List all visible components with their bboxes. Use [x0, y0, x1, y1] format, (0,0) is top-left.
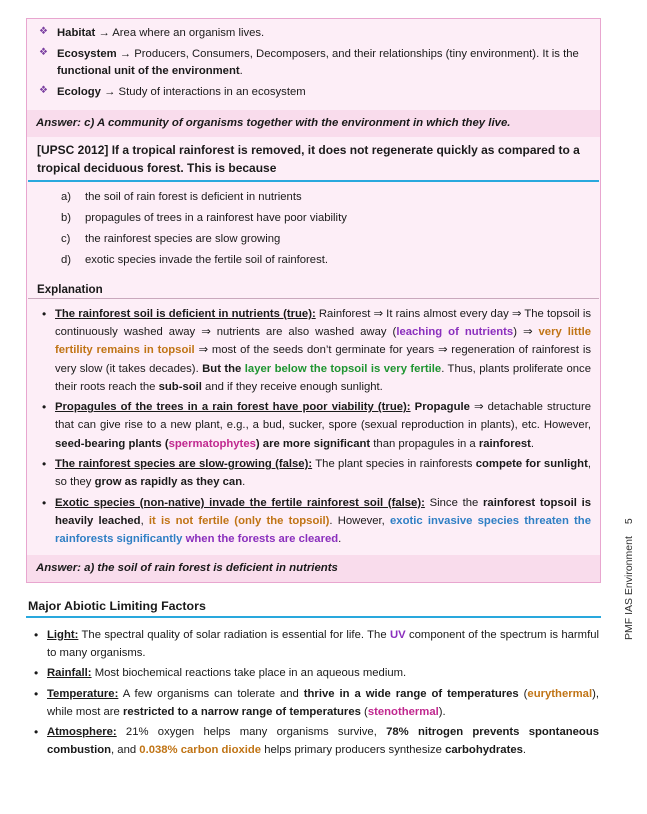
- explanation-point: [36, 455, 591, 492]
- abiotic-factor-light: [28, 626, 599, 663]
- explanation-point: [36, 494, 591, 549]
- explanation-point-lead: The rainforest soil is deficient in nutrients (true):: [55, 307, 316, 320]
- explanation-point: [36, 398, 591, 453]
- explanation-point-lead: Propagules of the trees in a rain forest have poor viability (true):: [55, 401, 411, 414]
- dot-bullet-icon: •: [42, 400, 47, 415]
- definitions-block: [27, 19, 600, 110]
- explanation-list: [36, 305, 591, 549]
- abiotic-factor-lead: Temperature:: [47, 687, 119, 700]
- abiotic-factors-list: [28, 626, 599, 760]
- term-habitat: Habitat: [57, 27, 96, 39]
- option-d[interactable]: [61, 252, 591, 269]
- diamond-bullet-icon: ❖: [39, 46, 48, 58]
- explanation-point-body: Since the rainforest topsoil is heavily leached, it is not fertile (only the topsoil). However, exotic invasive species threaten the rainforests significantly when the forests are cleared.: [55, 496, 592, 546]
- explanation-point-body: Rainforest ⇒ It rains almost every day ⇒ The topsoil is continuously washed away ⇒ nutrients are also washed away (leaching of nutrients) ⇒ very little fertility remains in topsoil ⇒ most of the seeds don’t germinate for years ⇒ regeneration of rainforest is very slow (it takes decades). But the layer below the topsoil is very fertile. Thus, plants proliferate once their roots reach the sub-soil and if they receive enough sunlight.: [55, 307, 591, 393]
- option-b[interactable]: [61, 210, 591, 227]
- definition-habitat: [35, 25, 592, 43]
- abiotic-factor-lead: Rainfall:: [47, 667, 92, 680]
- abiotic-factor-body: Most biochemical reactions take place in an aqueous medium.: [91, 667, 407, 680]
- option-a-text: the soil of rain forest is deficient in nutrients: [85, 190, 302, 203]
- option-d-text: exotic species invade the fertile soil of rainforest.: [85, 253, 329, 266]
- abiotic-factor-atmosphere: [28, 723, 599, 760]
- option-d-label: d): [61, 253, 72, 266]
- option-c-label: c): [61, 232, 71, 245]
- abiotic-factors-block: [26, 626, 601, 760]
- diamond-bullet-icon: ❖: [39, 26, 48, 37]
- arrow-icon: →: [104, 85, 116, 98]
- explanation-point-body: The plant species in rainforests compete for sunlight, so they grow as rapidly as they can.: [55, 458, 591, 489]
- abiotic-factor-temperature: [28, 685, 599, 722]
- explanation-point-lead: The rainforest species are slow-growing (false):: [55, 458, 313, 471]
- definition-ecosystem-text-a: Producers, Consumers, Decomposers, and their relationships (tiny environment). It is the: [134, 47, 579, 60]
- dot-bullet-icon: •: [42, 457, 47, 472]
- explanation-point: [36, 305, 591, 396]
- upsc-question-box: [26, 18, 601, 583]
- explanation-body: [27, 305, 600, 555]
- abiotic-factor-rainfall: [28, 664, 599, 682]
- definitions-list: [35, 25, 592, 101]
- abiotic-factor-body: The spectral quality of solar radiation is essential for life. The UV component of the spectrum is harmful to many organisms.: [47, 628, 599, 659]
- abiotic-factor-lead: Atmosphere:: [47, 726, 117, 739]
- diamond-bullet-icon: ❖: [39, 84, 48, 96]
- abiotic-factor-body: A few organisms can tolerate and thrive in a wide range of temperatures (eurythermal), while most are restricted to a narrow range of temperatures (stenothermal).: [47, 687, 599, 718]
- answer-strip-top: Answer: c) A community of organisms together with the environment in which they live.: [27, 110, 600, 137]
- dot-bullet-icon: •: [42, 495, 47, 510]
- definition-ecosystem-bold: functional unit of the environment: [57, 65, 240, 77]
- explanation-point-body: Propagule ⇒ detachable structure that can give rise to a new plant, e.g., a bud, sucker, spore (sexual reproduction in plants), etc. However, seed-bearing plants (spermatophytes) are more significant than propagules in a rainforest.: [55, 401, 591, 450]
- definition-ecosystem: [35, 46, 592, 81]
- page-side-caption: [623, 518, 635, 640]
- section-heading-major-abiotic-limiting-factors: Major Abiotic Limiting Factors: [26, 596, 601, 618]
- question-options: [27, 182, 600, 279]
- option-a-label: a): [61, 190, 72, 203]
- dot-bullet-icon: •: [34, 725, 39, 740]
- abiotic-factor-body: 21% oxygen helps many organisms survive, 78% nitrogen prevents spontaneous combustion, and 0.038% carbon dioxide helps primary producers synthesize carbohydrates.: [47, 726, 599, 757]
- definition-ecology-text: Study of interactions in an ecosystem: [118, 85, 306, 98]
- dot-bullet-icon: •: [34, 666, 39, 681]
- arrow-icon: →: [119, 47, 132, 60]
- side-caption-text: PMF IAS Environment: [623, 536, 635, 640]
- explanation-point-lead: Exotic species (non-native) invade the fertile rainforest soil (false):: [55, 496, 425, 509]
- definition-ecology: [35, 84, 592, 102]
- term-ecology: Ecology: [57, 85, 101, 98]
- definition-habitat-text: Area where an organism lives.: [112, 27, 265, 39]
- option-a[interactable]: [61, 189, 591, 206]
- page-number: 5: [623, 518, 635, 525]
- abiotic-factor-lead: Light:: [47, 628, 79, 641]
- answer-strip-bottom: Answer: a) the soil of rain forest is deficient in nutrients: [27, 555, 600, 582]
- option-b-label: b): [61, 211, 72, 224]
- question-stem: [UPSC 2012] If a tropical rainforest is removed, it does not regenerate quickly as compared to a tropical deciduous forest. This is because: [28, 137, 599, 182]
- definition-ecosystem-text-c: .: [239, 65, 243, 77]
- option-b-text: propagules of trees in a rainforest have poor viability: [85, 211, 347, 224]
- explanation-heading: Explanation: [28, 279, 599, 299]
- dot-bullet-icon: •: [42, 306, 47, 321]
- term-ecosystem: Ecosystem: [57, 47, 117, 60]
- dot-bullet-icon: •: [34, 627, 39, 642]
- arrow-icon: →: [98, 27, 110, 39]
- option-c[interactable]: [61, 231, 591, 248]
- option-c-text: the rainforest species are slow growing: [85, 232, 281, 245]
- dot-bullet-icon: •: [34, 686, 39, 701]
